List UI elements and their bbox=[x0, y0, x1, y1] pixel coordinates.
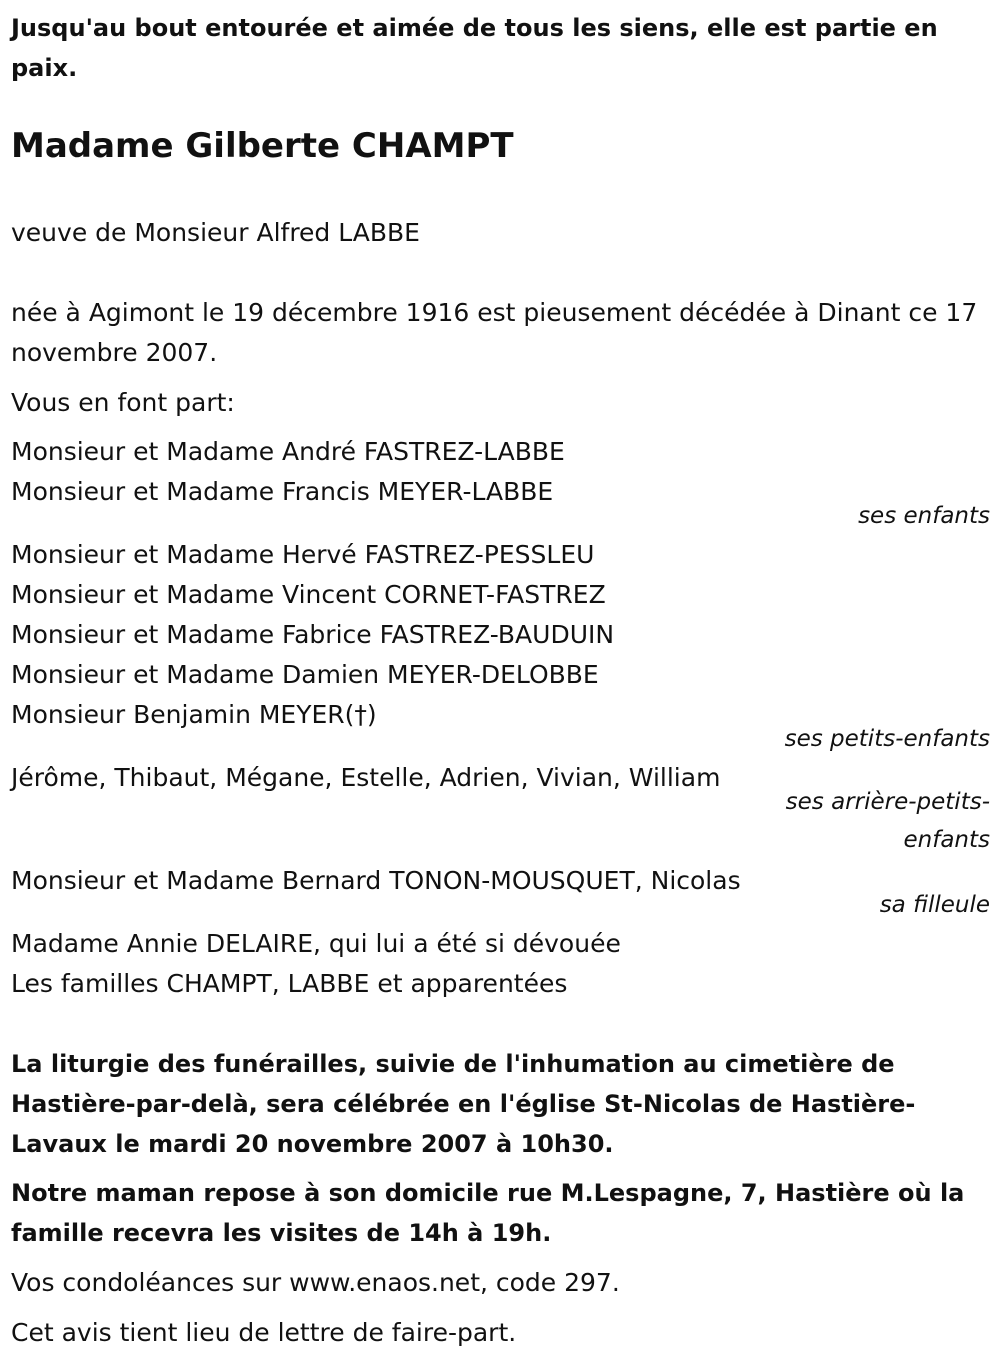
grandchild-line: Monsieur et Madame Damien MEYER-DELOBBE bbox=[11, 660, 599, 689]
goddaughter-line: Monsieur et Madame Bernard TONON-MOUSQUET, Nicolas bbox=[11, 866, 741, 895]
announce-intro: Vous en font part: bbox=[11, 388, 235, 417]
child-line: Monsieur et Madame Francis MEYER-LABBE bbox=[11, 477, 554, 506]
others-list bbox=[11, 924, 990, 1004]
funeral-notice: La liturgie des funérailles, suivie de l'inhumation au cimetière de Hastière-par-delà, sera célébrée en l'église St-Nicolas de Hastière-Lavaux le mardi 20 novembre 2007 à 10h30. bbox=[11, 1050, 916, 1158]
closing-line: Cet avis tient lieu de lettre de faire-part. bbox=[11, 1318, 517, 1347]
widow-line: veuve de Monsieur Alfred LABBE bbox=[11, 218, 420, 247]
grandchild-line: Monsieur et Madame Vincent CORNET-FASTREZ bbox=[11, 580, 606, 609]
grandchild-line: Monsieur et Madame Fabrice FASTREZ-BAUDUIN bbox=[11, 620, 615, 649]
intro-text: Jusqu'au bout entourée et aimée de tous les siens, elle est partie en paix. bbox=[11, 14, 938, 82]
grandchildren-list bbox=[11, 535, 990, 735]
child-line: Monsieur et Madame André FASTREZ-LABBE bbox=[11, 437, 565, 466]
birth-death-line: née à Agimont le 19 décembre 1916 est pieusement décédée à Dinant ce 17 novembre 2007. bbox=[11, 298, 978, 367]
grandchildren-role: ses petits-enfants bbox=[784, 726, 990, 752]
condolences-line: Vos condoléances sur www.enaos.net, code 297. bbox=[11, 1268, 620, 1297]
deceased-name: Madame Gilberte CHAMPT bbox=[11, 126, 514, 166]
other-line: Madame Annie DELAIRE, qui lui a été si dévouée bbox=[11, 929, 621, 958]
grandchild-line: Monsieur Benjamin MEYER(†) bbox=[11, 700, 377, 729]
grandchild-line: Monsieur et Madame Hervé FASTREZ-PESSLEU bbox=[11, 540, 595, 569]
home-notice: Notre maman repose à son domicile rue M.Lespagne, 7, Hastière où la famille recevra les visites de 14h à 19h. bbox=[11, 1179, 965, 1247]
great-grandchildren-role: ses arrière-petits-enfants bbox=[785, 789, 990, 853]
children-list bbox=[11, 432, 990, 512]
great-grandchildren-line: Jérôme, Thibaut, Mégane, Estelle, Adrien, Vivian, William bbox=[11, 763, 721, 792]
goddaughter-role: sa filleule bbox=[879, 892, 990, 918]
other-line: Les familles CHAMPT, LABBE et apparentées bbox=[11, 969, 568, 998]
children-role: ses enfants bbox=[858, 503, 990, 529]
